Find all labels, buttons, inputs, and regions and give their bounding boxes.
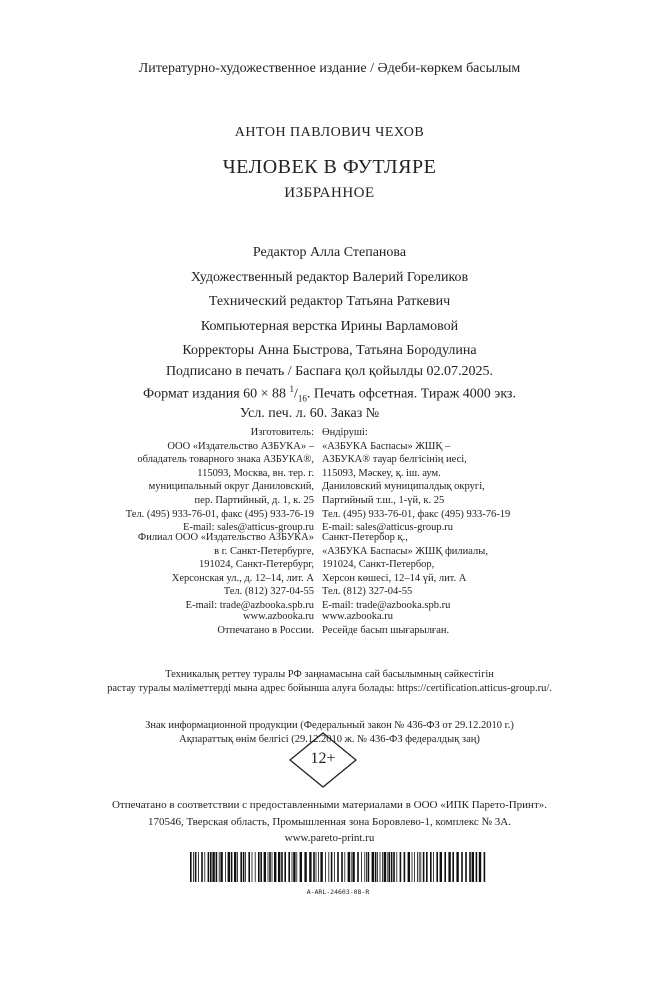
barcode-bar	[352, 852, 354, 882]
barcode-bar	[384, 852, 386, 882]
barcode-bar	[396, 852, 397, 882]
barcode-bar	[361, 852, 362, 882]
barcode-bar	[375, 852, 377, 882]
info-line: Отпечатано в России.	[217, 624, 314, 636]
barcode-bar	[300, 852, 302, 882]
barcode-bar	[204, 852, 205, 882]
info-line: E-mail: trade@azbooka.spb.ru	[185, 599, 314, 611]
barcode-bar	[391, 852, 393, 882]
barcode-bar	[426, 852, 428, 882]
barcode-bar	[417, 852, 418, 882]
info-line: Ақпараттық өнім белгісі (29.12.2010 ж. № 436-ФЗ федералдық заң)	[179, 733, 480, 745]
info-line: пер. Партийный, д. 1, к. 25	[194, 494, 314, 506]
info-line: www.azbooka.ru	[242, 611, 314, 622]
info-line: E-mail: trade@azbooka.spb.ru	[322, 599, 451, 611]
barcode-bar	[472, 852, 474, 882]
barcode-bar	[357, 852, 359, 882]
barcode-bar	[264, 852, 266, 882]
info-line: «АЗБУКА Баспасы» ЖШҚ –	[322, 440, 451, 452]
barcode-bar	[260, 852, 262, 882]
barcode-bar	[388, 852, 390, 882]
info-line: в г. Санкт-Петербурге,	[214, 545, 314, 557]
barcode-bar	[272, 852, 273, 882]
website-ru	[217, 610, 314, 637]
barcode-bar	[190, 852, 192, 882]
info-line: Тел. (812) 327-04-55	[322, 586, 413, 598]
barcode-bar	[400, 852, 402, 882]
barcode-bar	[412, 852, 413, 882]
barcode-bar	[380, 852, 381, 882]
info-line: Тел. (495) 933-76-01, факс (495) 933-76-19	[125, 508, 314, 520]
barcode-bar	[341, 852, 343, 882]
barcode-bar	[404, 852, 406, 882]
info-line: 170546, Тверская область, Промышленная зона Боровлево-1, комплекс № 3А.	[148, 815, 511, 828]
barcode-code: A-ARL-24603-08-R	[306, 888, 370, 896]
info-line: Херсонская ул., д. 12–14, лит. А	[171, 572, 314, 584]
barcode-bar	[331, 852, 333, 882]
info-line: муниципальный округ Даниловский,	[148, 481, 314, 493]
barcode-bar	[274, 852, 276, 882]
info-line: E-mail: sales@atticus-group.ru	[322, 522, 453, 534]
barcode-bar	[337, 852, 339, 882]
barcode-bar	[288, 852, 290, 882]
barcode-bar	[210, 852, 212, 882]
book-subtitle: ИЗБРАННОЕ	[284, 185, 375, 201]
info-line: растау туралы мәліметтерді мына адрес бойынша алуға болады: https://certification.atticus-group.ru/.	[107, 682, 552, 694]
barcode-bar	[220, 852, 222, 882]
website-kz	[322, 610, 449, 637]
barcode-bar	[296, 852, 297, 882]
info-line: АЗБУКА® тауар белгісінің иесі,	[322, 454, 467, 466]
info-line: Тел. (812) 327-04-55	[223, 586, 314, 598]
series-note: Литературно-художественное издание / Әдеби-көркем басылым	[138, 61, 521, 76]
barcode-bar	[212, 852, 214, 882]
branch-kz	[322, 531, 488, 613]
barcode-bar	[198, 852, 199, 882]
barcode-bar	[225, 852, 226, 882]
barcode-bar	[201, 852, 203, 882]
barcode-bar	[440, 852, 442, 882]
barcode-bar	[465, 852, 467, 882]
info-line: 115093, Москва, вн. тер. г.	[197, 467, 314, 479]
barcode-bar	[433, 852, 434, 882]
barcode-bar	[476, 852, 478, 882]
credit-line: Художественный редактор Валерий Гореликов	[190, 269, 469, 285]
barcode-bar	[234, 852, 236, 882]
barcode-bar	[377, 852, 378, 882]
manufacturer-kz	[322, 426, 510, 535]
info-line: E-mail: sales@atticus-group.ru	[183, 522, 314, 534]
age-rating-label: 12+	[310, 750, 336, 767]
author-name: АНТОН ПАВЛОВИЧ ЧЕХОВ	[234, 125, 425, 140]
barcode-bar	[368, 852, 370, 882]
barcode-bar	[268, 852, 269, 882]
barcode-bar	[448, 852, 450, 882]
barcode-bar	[240, 852, 242, 882]
barcode-bar	[420, 852, 421, 882]
printer-info	[0, 797, 659, 847]
format-prefix: Формат издания 60 × 88	[143, 386, 287, 402]
barcode-bar	[320, 852, 322, 882]
info-line: Изготовитель:	[250, 427, 314, 438]
credit-line: Редактор Алла Степанова	[252, 245, 407, 260]
barcode-bar	[278, 852, 280, 882]
barcode-bar	[372, 852, 374, 882]
barcode-bar	[255, 852, 256, 882]
barcode-bar	[284, 852, 286, 882]
info-line: www.azbooka.ru	[322, 611, 394, 622]
barcode-bar	[193, 852, 194, 882]
barcode-bar	[208, 852, 210, 882]
info-line: www.pareto-print.ru	[284, 832, 375, 844]
format-sup: 1	[289, 383, 295, 394]
barcode-bar	[479, 852, 481, 882]
barcode-bar	[444, 852, 446, 882]
barcode-bar	[408, 852, 410, 882]
tech-regulation-note	[0, 668, 659, 695]
barcode-bar	[366, 852, 367, 882]
info-line: Отпечатано в соответствии с предоставленными материалами в ООО «ИПК Парето-Принт».	[111, 799, 547, 811]
info-line: Санкт-Петербор қ.,	[322, 532, 408, 543]
manufacturer-ru	[126, 426, 314, 535]
barcode-bar	[258, 852, 260, 882]
barcode-bar	[304, 852, 306, 882]
barcode-bar	[344, 852, 345, 882]
info-line: Өндіруші:	[322, 427, 368, 438]
barcode-bar	[318, 852, 319, 882]
barcode-bar	[245, 852, 246, 882]
barcode-bar	[325, 852, 326, 882]
info-line: Знак информационной продукции (Федеральный закон № 436-ФЗ от 29.12.2010 г.)	[145, 720, 514, 731]
barcode-bar	[419, 852, 420, 882]
barcode-bar	[309, 852, 311, 882]
info-line: 191024, Санкт-Петербург,	[198, 559, 314, 571]
barcode-bar	[237, 852, 238, 882]
info-line: Херсон көшесі, 12–14 үй, лит. А	[322, 572, 467, 584]
barcode-bar	[219, 852, 220, 882]
format-suffix: . Печать офсетная. Тираж 4000 экз.	[306, 386, 516, 402]
barcode-bar	[387, 852, 388, 882]
info-line: Филиал ООО «Издательство АЗБУКА»	[137, 532, 314, 543]
barcode-bar	[328, 852, 329, 882]
barcode-bar	[316, 852, 317, 882]
credit-line: Компьютерная верстка Ирины Варламовой	[200, 318, 459, 334]
branch-ru	[138, 531, 314, 613]
sheets-text: Усл. печ. л. 60. Заказ №	[239, 406, 380, 422]
barcode-bar	[228, 852, 230, 882]
info-line: Ресейде басып шығарылған.	[322, 624, 450, 636]
barcode-bar	[293, 852, 295, 882]
barcode-bar	[334, 852, 335, 882]
barcode-bar	[423, 852, 425, 882]
barcode-bar	[313, 852, 315, 882]
sheets-line	[0, 406, 659, 423]
barcode-bar	[364, 852, 365, 882]
barcode-bar	[469, 852, 471, 882]
barcode-bar	[281, 852, 283, 882]
barcode-bar	[436, 852, 438, 882]
credits	[0, 241, 659, 364]
format-sub: 16	[297, 392, 307, 403]
info-line: Даниловский муниципалдық округі,	[322, 481, 485, 493]
barcode-bar	[231, 852, 233, 882]
barcode-bar	[452, 852, 454, 882]
info-line: Тел. (495) 933-76-01, факс (495) 933-76-19	[322, 508, 511, 520]
credit-line: Корректоры Анна Быстрова, Татьяна Бородулина	[182, 343, 477, 358]
info-line: 191024, Санкт-Петербор,	[322, 559, 435, 571]
barcode-bar	[269, 852, 271, 882]
signed-date: Подписано в печать / Баспаға қол қойылды 02.07.2025.	[165, 364, 494, 379]
barcode-bar	[216, 852, 218, 882]
book-title: ЧЕЛОВЕК В ФУТЛЯРЕ	[222, 156, 437, 178]
barcode-bar	[393, 852, 395, 882]
info-line: «АЗБУКА Баспасы» ЖШҚ филиалы,	[322, 545, 488, 557]
barcode-bar	[414, 852, 415, 882]
barcode-bar	[351, 852, 352, 882]
credit-line: Технический редактор Татьяна Раткевич	[208, 294, 451, 309]
barcode-bar	[484, 852, 486, 882]
barcode-bar	[292, 852, 293, 882]
barcode-bar	[461, 852, 463, 882]
barcode-bar	[382, 852, 383, 882]
age-rating-badge	[289, 732, 357, 788]
format-line: Формат издания 60 × 88 $^1/_{16}$. Печать офсетная. Тираж 4000 экз.	[143, 383, 516, 403]
barcode-bar	[348, 852, 350, 882]
barcode-bar	[195, 852, 197, 882]
info-line: ООО «Издательство АЗБУКА» –	[167, 440, 314, 452]
info-line: Техникалық реттеу туралы РФ заңнамасына сай басылымның сәйкестігін	[165, 669, 494, 680]
info-line: обладатель товарного знака АЗБУКА®,	[137, 454, 314, 466]
barcode-bar	[243, 852, 245, 882]
info-line: 115093, Мәскеу, қ. іш. аум.	[322, 467, 441, 479]
info-line: Партийный т.ш., 1-үй, к. 25	[322, 494, 445, 506]
barcode-bar	[248, 852, 250, 882]
print-details	[0, 364, 659, 423]
barcode-bar	[430, 852, 432, 882]
barcode-icon	[188, 852, 488, 882]
barcode-bar	[252, 852, 253, 882]
barcode-bar	[456, 852, 458, 882]
